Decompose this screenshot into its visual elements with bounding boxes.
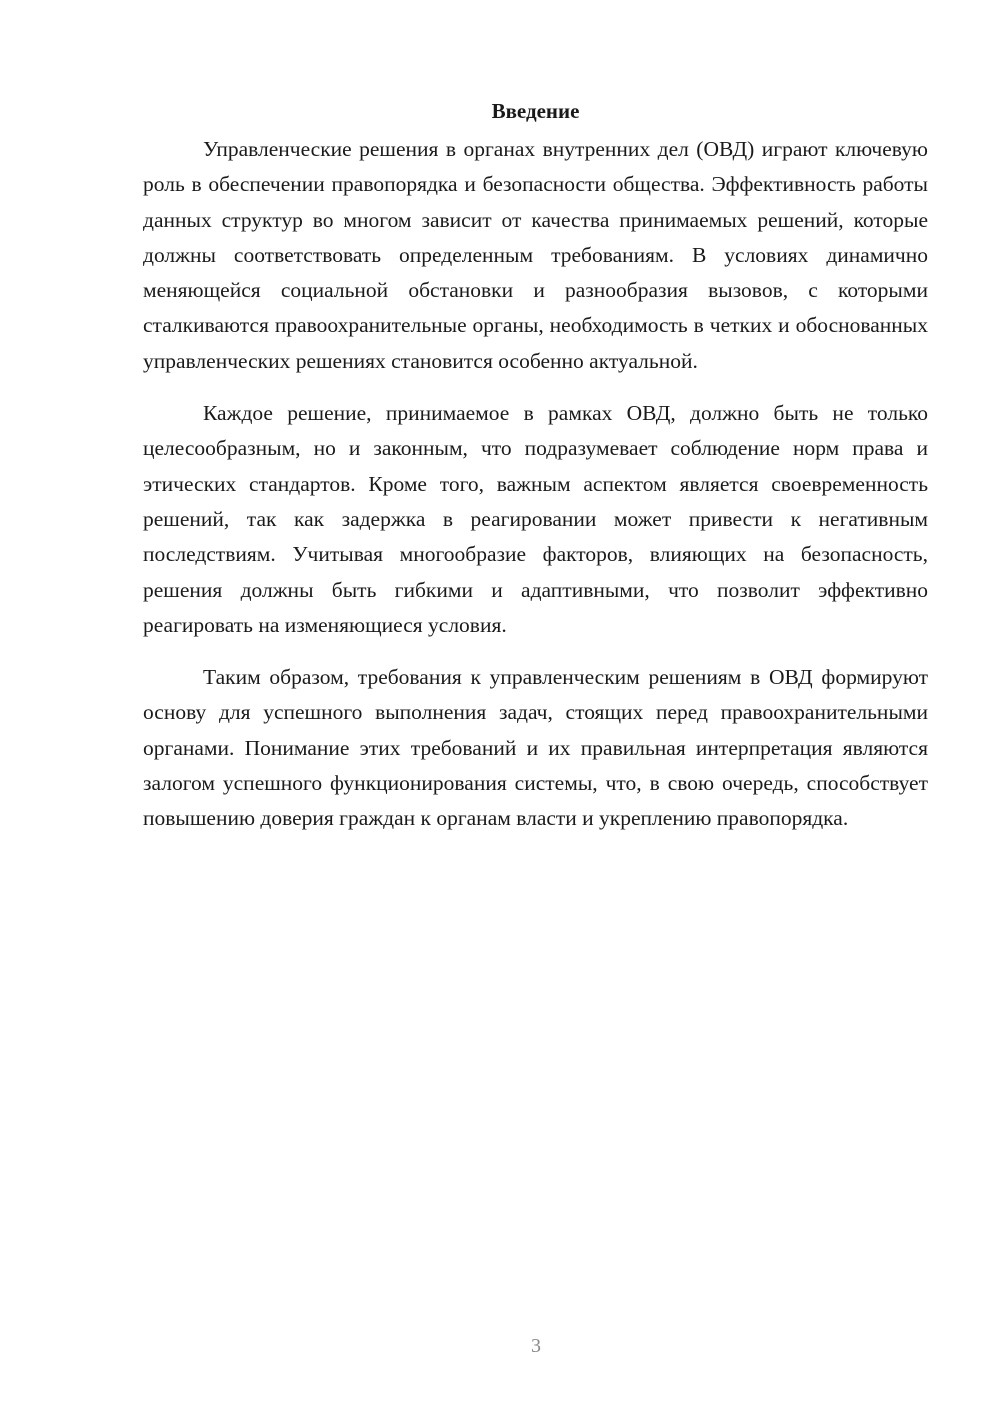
paragraph-3: Таким образом, требования к управленческим решениям в ОВД формируют основу для успешного выполнения задач, стоящих перед правоохранительными органами. Понимание этих требований и их правильная интерпретация являются залогом успешного функционирования системы, что, в свою очередь, способствует повышению доверия граждан к органам власти и укреплению правопорядка. bbox=[143, 665, 928, 831]
paragraph-2: Каждое решение, принимаемое в рамках ОВД, должно быть не только целесообразным, но и законным, что подразумевает соблюдение норм права и этических стандартов. Кроме того, важным аспектом является своевременность решений, так как задержка в реагировании может привести к негативным последствиям. Учитывая многообразие факторов, влияющих на безопасность, решения должны быть гибкими и адаптивными, что позволит эффективно реагировать на изменяющиеся условия. bbox=[143, 401, 928, 637]
page-content bbox=[143, 96, 928, 854]
section-heading: Введение bbox=[491, 99, 580, 123]
page-number: 3 bbox=[531, 1335, 541, 1357]
paragraph-1: Управленческие решения в органах внутренних дел (ОВД) играют ключевую роль в обеспечении правопорядка и безопасности общества. Эффективность работы данных структур во многом зависит от качества принимаемых решений, которые должны соответствовать определенным требованиям. В условиях динамично меняющейся социальной обстановки и разнообразия вызовов, с которыми сталкиваются правоохранительные органы, необходимость в четких и обоснованных управленческих решениях становится особенно актуальной. bbox=[143, 137, 928, 373]
